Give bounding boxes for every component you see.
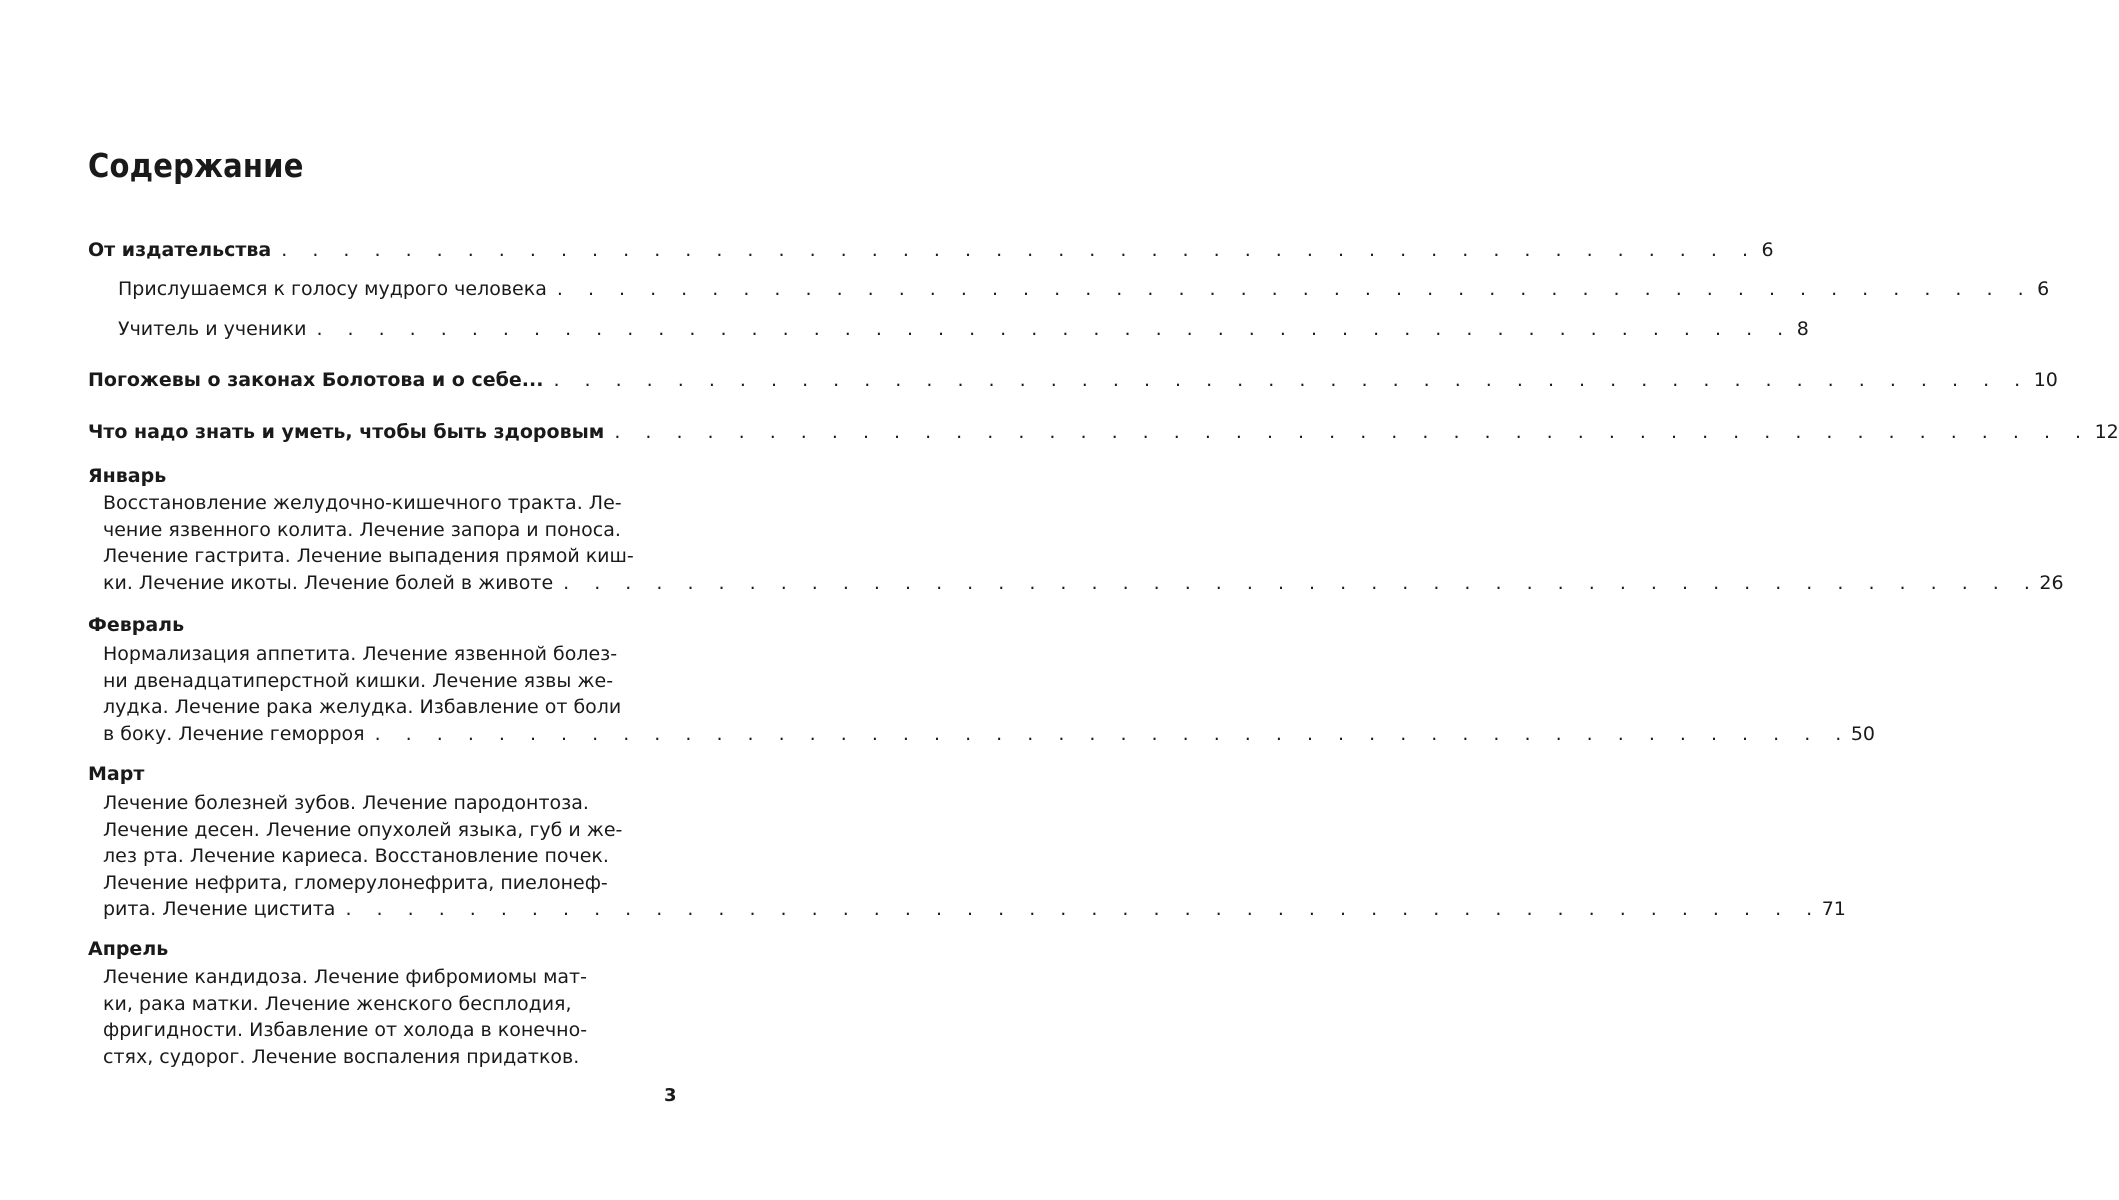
section-line-text: ни двенадцатиперстной кишки. Лечение язвы же- — [103, 669, 614, 692]
dot-leader: . . . . . . . . . . . . . . . . . . . . . . . . . . . . . . . . . . . . . . . . . . . . . . . . — [281, 239, 1758, 261]
toc-entry[interactable] — [88, 419, 2119, 445]
month-section-april[interactable] — [103, 964, 674, 1070]
month-heading-april: Апрель — [88, 938, 169, 960]
dot-leader: . . . . . . . . . . . . . . . . . . . . . . . . . . . . . . . . . . . . . . . . . . . . . . . . — [345, 898, 1822, 920]
toc-subentry[interactable] — [118, 316, 1809, 342]
toc-entry-page: 10 — [2033, 369, 2058, 391]
section-line — [103, 543, 674, 570]
page-number: 3 — [664, 1085, 677, 1106]
section-line-text: Лечение десен. Лечение опухолей языка, губ и же- — [103, 818, 623, 841]
section-line — [103, 964, 674, 991]
toc-entry-page: 50 — [1850, 722, 1876, 745]
section-line — [103, 570, 2064, 597]
section-line — [103, 1044, 674, 1071]
month-section-february[interactable] — [103, 641, 1876, 747]
dot-leader: . . . . . . . . . . . . . . . . . . . . . . . . . . . . . . . . . . . . . . . . . . . . . . . . — [374, 722, 1851, 745]
section-line-text: Лечение нефрита, гломерулонефрита, пиелонеф- — [103, 871, 608, 894]
section-line-text: фригидности. Избавление от холода в конечно- — [103, 1019, 588, 1041]
section-line — [103, 991, 674, 1018]
section-line — [103, 517, 674, 544]
toc-entry-label: Учитель и ученики — [118, 318, 307, 340]
section-line-text: Лечение кандидоза. Лечение фибромиомы мат- — [103, 966, 587, 988]
toc-entry-page: 12 — [2094, 421, 2119, 443]
section-line — [103, 790, 674, 817]
toc-entry-label: Погожевы о законах Болотова и о себе... — [88, 369, 544, 391]
toc-entry-page: 8 — [1796, 318, 1809, 340]
section-line — [103, 843, 674, 870]
toc-entry-page: 6 — [2037, 278, 2050, 300]
month-section-january[interactable] — [103, 490, 2064, 596]
toc-entry-page: 26 — [2039, 571, 2064, 594]
section-line — [103, 721, 1876, 748]
section-line-text: Лечение гастрита. Лечение выпадения прямой киш- — [103, 545, 634, 567]
section-line-text: стях, судорог. Лечение воспаления придатков. — [103, 1045, 580, 1068]
toc-subentry[interactable] — [118, 276, 2050, 302]
month-heading-march: Март — [88, 763, 145, 785]
section-line-text: ки. Лечение икоты. Лечение болей в животе — [103, 571, 554, 594]
month-heading-january: Январь — [88, 465, 167, 487]
dot-leader: . . . . . . . . . . . . . . . . . . . . . . . . . . . . . . . . . . . . . . . . . . . . . . . . — [316, 318, 1793, 340]
section-line — [103, 870, 674, 897]
month-section-march[interactable] — [103, 790, 1846, 923]
month-heading-february: Февраль — [88, 614, 185, 636]
section-line-text: Лечение болезней зубов. Лечение пародонтоза. — [103, 792, 589, 814]
dot-leader: . . . . . . . . . . . . . . . . . . . . . . . . . . . . . . . . . . . . . . . . . . . . . . . . — [556, 278, 2034, 300]
section-line — [103, 817, 674, 844]
section-line-text: лудка. Лечение рака желудка. Избавление от боли — [103, 696, 622, 718]
section-line — [103, 694, 674, 721]
section-line-text: лез рта. Лечение кариеса. Восстановление почек. — [103, 845, 609, 867]
section-line-text: рита. Лечение цистита — [103, 898, 336, 920]
toc-entry-label: От издательства — [88, 239, 272, 261]
toc-entry-page: 6 — [1761, 239, 1774, 261]
section-line-text: Нормализация аппетита. Лечение язвенной болез- — [103, 643, 618, 665]
section-line — [103, 668, 674, 695]
section-line — [103, 896, 1846, 923]
section-line-text: Восстановление желудочно-кишечного тракта. Ле- — [103, 492, 622, 514]
toc-entry[interactable] — [88, 367, 2058, 393]
section-line — [103, 641, 674, 668]
dot-leader: . . . . . . . . . . . . . . . . . . . . . . . . . . . . . . . . . . . . . . . . . . . . . . . . — [563, 571, 2040, 594]
section-line-text: чение язвенного колита. Лечение запора и поноса. — [103, 518, 621, 541]
toc-entry-label: Прислушаемся к голосу мудрого человека — [118, 278, 547, 300]
toc-entry-label: Что надо знать и уметь, чтобы быть здоровым — [88, 421, 605, 443]
section-line — [103, 490, 674, 517]
section-line — [103, 1017, 674, 1044]
dot-leader: . . . . . . . . . . . . . . . . . . . . . . . . . . . . . . . . . . . . . . . . . . . . . . . . — [553, 369, 2030, 391]
page-title: Содержание — [88, 146, 304, 185]
toc-entry-page: 71 — [1821, 898, 1846, 920]
dot-leader: . . . . . . . . . . . . . . . . . . . . . . . . . . . . . . . . . . . . . . . . . . . . . . . . — [614, 421, 2091, 443]
section-line-text: ки, рака матки. Лечение женского бесплодия, — [103, 992, 572, 1015]
toc-entry[interactable] — [88, 237, 1774, 263]
section-line-text: в боку. Лечение геморроя — [103, 722, 365, 745]
